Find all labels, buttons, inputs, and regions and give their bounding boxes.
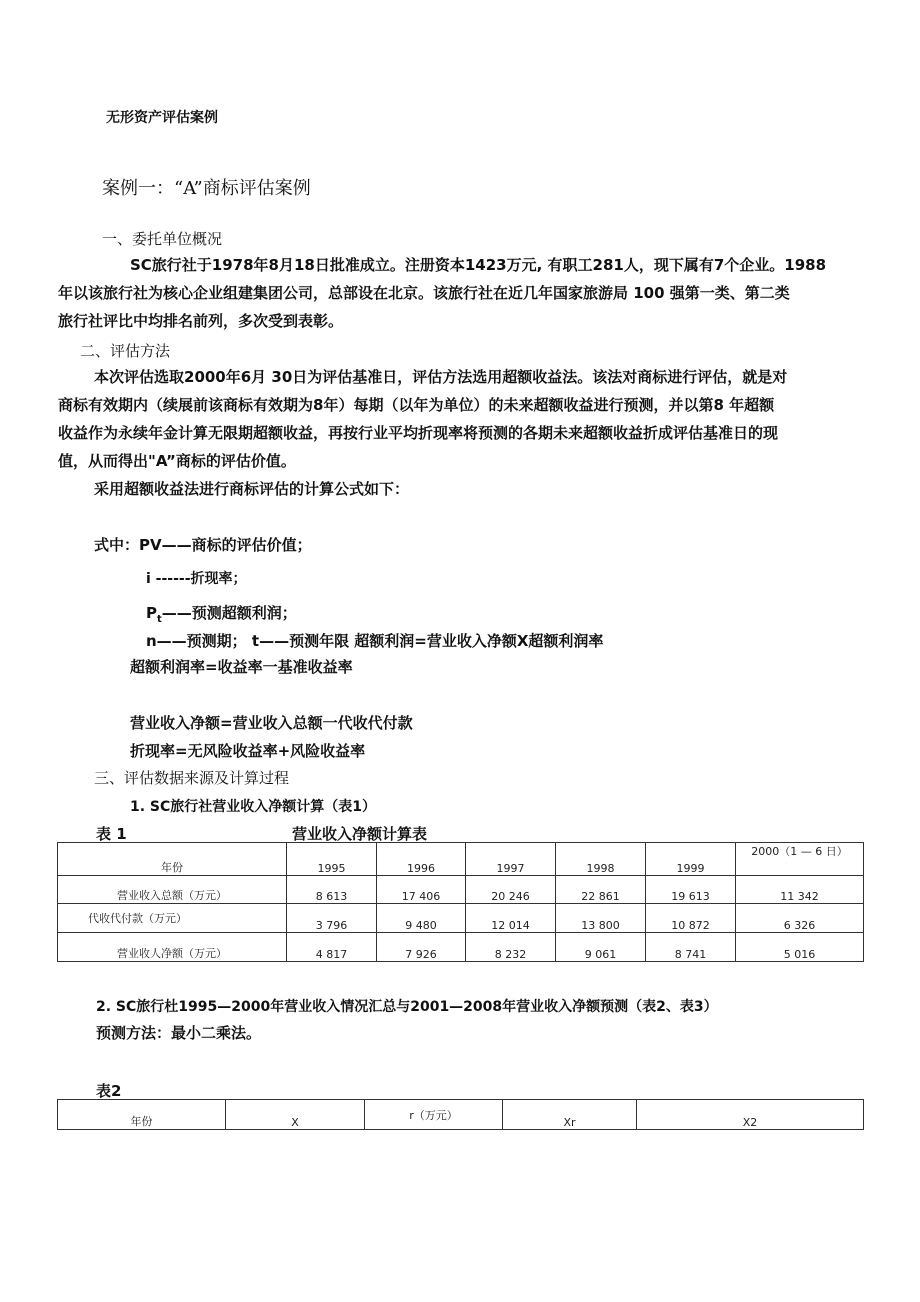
formula-net: 营业收入净额=营业收入总额一代收代付款: [130, 714, 413, 732]
header-cell: 1998: [556, 843, 646, 876]
header-cell: r（万元）: [365, 1100, 503, 1130]
header-cell: 1995: [287, 843, 377, 876]
section-heading-2: 二、评估方法: [80, 342, 171, 360]
header-cell: 1996: [377, 843, 466, 876]
header-cell: X2: [637, 1100, 864, 1130]
table-cell: 22 861: [556, 876, 646, 904]
header-cell: Xr: [503, 1100, 637, 1130]
table-cell: 20 246: [466, 876, 556, 904]
table-2: [57, 1099, 864, 1130]
table1-title: 营业收入净额计算表: [292, 825, 428, 843]
paragraph-line: 旅行社评比中均排名前列，多次受到表彰。: [58, 312, 344, 330]
header-cell: X: [226, 1100, 365, 1130]
formula-pt-subscript: t: [157, 614, 162, 625]
table-1: [57, 842, 864, 962]
formula-pt-symbol: P: [146, 604, 157, 622]
table-cell: 3 796: [287, 904, 377, 933]
section-heading-1: 一、委托单位概况: [102, 230, 223, 248]
subsection-1: 1. SC旅行社营业收入净额计算（表1）: [130, 799, 377, 815]
prediction-method: 预测方法：最小二乘法。: [96, 1024, 262, 1042]
formula-pt: [146, 602, 297, 625]
formula-n: n——预测期； t——预测年限 超额利润=营业收入净额X超额利润率: [146, 632, 604, 650]
formula-pt-text: ——预测超额利润；: [161, 604, 297, 622]
paragraph-line: 本次评估选取2000年6月 30日为评估基准日，评估方法选用超额收益法。该法对商标进行评估，就是对: [94, 368, 788, 386]
table-cell: 8 613: [287, 876, 377, 904]
document-title: 无形资产评估案例: [106, 110, 218, 126]
table-cell: 13 800: [556, 904, 646, 933]
formula-i: i ------折现率；: [146, 571, 247, 587]
section1-paragraph: [58, 254, 858, 334]
header-cell: 1997: [466, 843, 556, 876]
table-row: [58, 933, 864, 962]
formula-intro: 采用超额收益法进行商标评估的计算公式如下：: [94, 480, 410, 498]
paragraph-line: 值，从而得出"A”商标的评估价值。: [58, 452, 296, 470]
formula-pv: 式中：PV——商标的评估价值；: [94, 536, 312, 554]
header-cell: 1999: [646, 843, 736, 876]
table-cell: 7 926: [377, 933, 466, 962]
table2-label: 表2: [96, 1082, 122, 1100]
formula-discount: 折现率=无风险收益率+风险收益率: [130, 742, 366, 760]
formula-rate: 超额利润率=收益率一基准收益率: [130, 658, 353, 676]
table-cell: 9 061: [556, 933, 646, 962]
subsection-2: 2. SC旅行杜1995—2000年营业收入情况汇总与2001—2008年营业收入净额预测（表2、表3）: [96, 999, 718, 1015]
section2-paragraph: [58, 366, 868, 476]
row-label: 代收代付款（万元）: [58, 904, 287, 933]
table-cell: 12 014: [466, 904, 556, 933]
paragraph-line: 商标有效期内（续展前该商标有效期为8年）每期（以年为单位）的未来超额收益进行预测，并以第8 年超额: [58, 396, 775, 414]
header-cell: 年份: [58, 843, 287, 876]
paragraph-line: 年以该旅行社为核心企业组建集团公司，总部设在北京。该旅行社在近几年国家旅游局 100 强第一类、第二类: [58, 284, 790, 302]
table-cell: 11 342: [736, 876, 864, 904]
table-cell: 17 406: [377, 876, 466, 904]
table-cell: 6 326: [736, 904, 864, 933]
table-header-row: [58, 1100, 864, 1130]
table-header-row: [58, 843, 864, 876]
header-cell: 2000（1 — 6 日）: [736, 843, 864, 876]
table-cell: 8 741: [646, 933, 736, 962]
table-cell: 9 480: [377, 904, 466, 933]
table1-label: 表 1: [96, 825, 127, 843]
row-label: 营业收入总额（万元）: [58, 876, 287, 904]
table-cell: 8 232: [466, 933, 556, 962]
header-cell: 年份: [58, 1100, 226, 1130]
table-cell: 10 872: [646, 904, 736, 933]
row-label: 营业收人净额（万元）: [58, 933, 287, 962]
section-heading-3: 三、评估数据来源及计算过程: [94, 769, 290, 787]
paragraph-line: SC旅行社于1978年8月18日批准成立。注册资本1423万元, 有职工281人，现下属有7个企业。1988: [130, 256, 827, 274]
case-title: 案例一：“A”商标评估案例: [102, 178, 311, 199]
table-cell: 4 817: [287, 933, 377, 962]
table-cell: 19 613: [646, 876, 736, 904]
paragraph-line: 收益作为永续年金计算无限期超额收益，再按行业平均折现率将预测的各期未来超额收益折成评估基准日的现: [58, 424, 779, 442]
table-cell: 5 016: [736, 933, 864, 962]
table-row: [58, 904, 864, 933]
table-row: [58, 876, 864, 904]
